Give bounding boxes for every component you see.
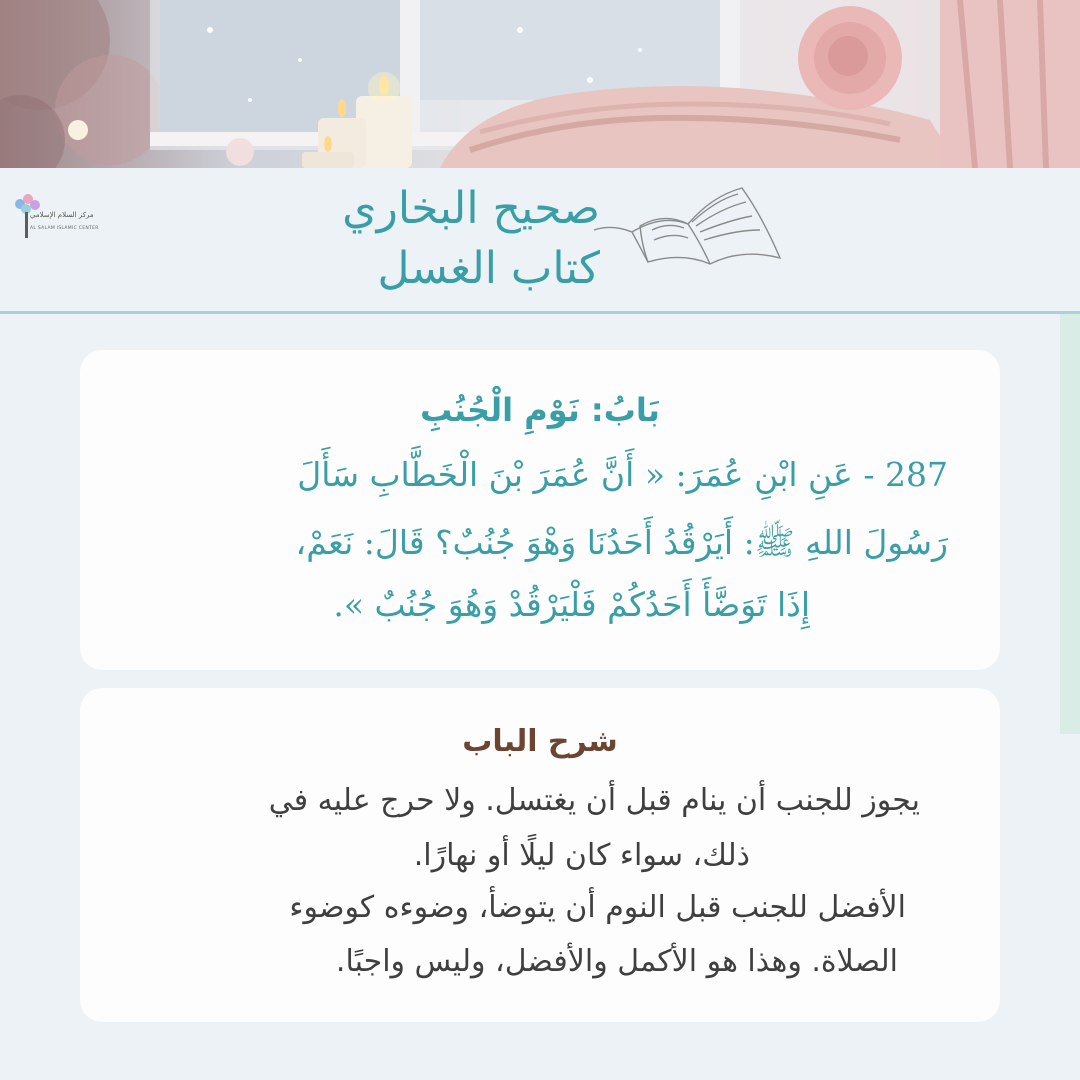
- side-accent-strip: [1060, 314, 1080, 734]
- header-divider: [0, 311, 1080, 314]
- hadith-text-line: إِذَا تَوَضَّأَ أَحَدُكُمْ فَلْيَرْقُدْ وَهُوَ جُنُبٌ ».: [333, 585, 810, 624]
- header-photo-banner: [0, 0, 1080, 168]
- chapter-title: بَابُ: نَوْمِ الْجُنُبِ: [420, 391, 660, 429]
- logo-name-en: AL SALAM ISLAMIC CENTER: [30, 226, 99, 231]
- hadith-text-line: رَسُولَ اللهِ ﷺ: أَيَرْقُدُ أَحَدُنَا وَهْوَ جُنُبٌ؟ قَالَ: نَعَمْ،: [295, 523, 948, 562]
- logo-name-ar: مركز السلام الإسلامي: [30, 211, 94, 219]
- open-book-icon: [592, 186, 784, 276]
- explanation-title: شرح الباب: [462, 724, 618, 759]
- explanation-text-line: ذلك، سواء كان ليلًا أو نهارًا.: [413, 838, 750, 873]
- book-title: كتاب الغسل: [377, 243, 600, 294]
- series-title: صحيح البخاري: [342, 183, 600, 234]
- explanation-text-line: الصلاة. وهذا هو الأكمل والأفضل، وليس واجبًا.: [335, 944, 898, 979]
- hadith-text-line: 287 - عَنِ ابْنِ عُمَرَ: « أَنَّ عُمَرَ بْنَ الْخَطَّابِ سَأَلَ: [297, 455, 948, 494]
- explanation-text-line: الأفضل للجنب قبل النوم أن يتوضأ، وضوءه كوضوء: [289, 890, 906, 925]
- explanation-text-line: يجوز للجنب أن ينام قبل أن يغتسل. ولا حرج عليه في: [268, 783, 920, 818]
